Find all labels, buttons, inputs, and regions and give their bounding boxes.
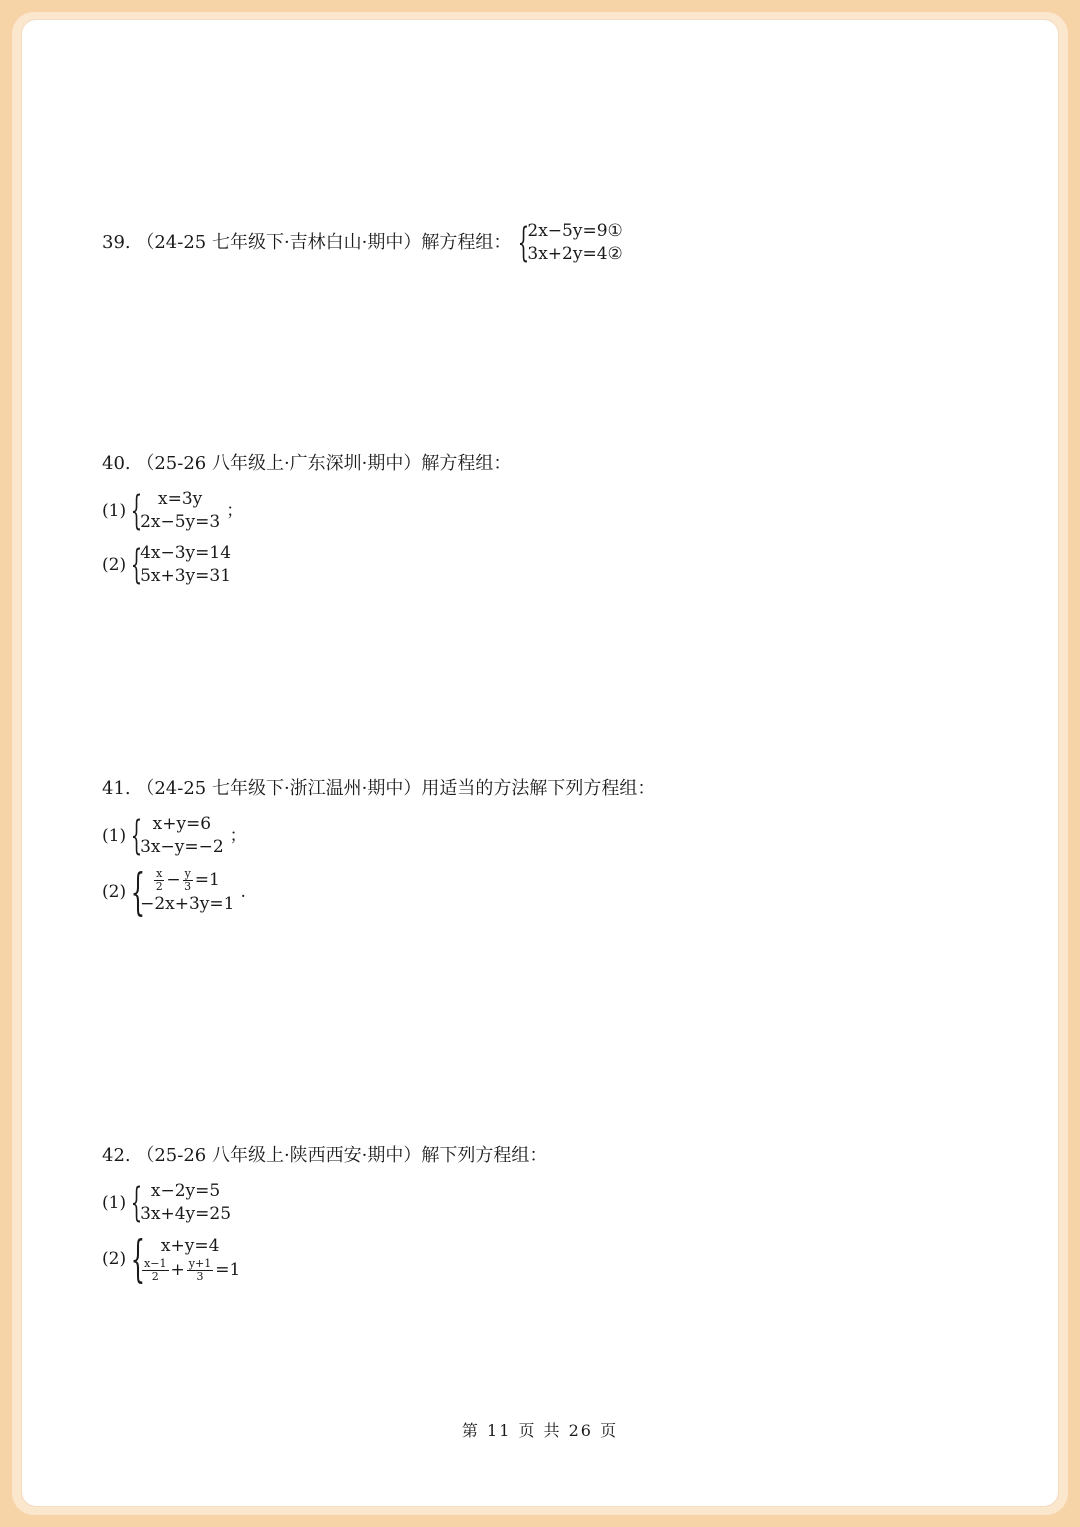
- question-42-part-2: [102, 1230, 547, 1288]
- question-39-system: [515, 220, 622, 266]
- brace-icon: {: [130, 1230, 146, 1288]
- numerator: x−1: [144, 1257, 167, 1270]
- question-40-part-1-eq1: x=3y: [158, 489, 203, 509]
- punctuation: ；: [229, 826, 247, 846]
- operator: +: [170, 1260, 185, 1280]
- question-39: [102, 220, 623, 266]
- question-42-part-1-eq1: x−2y=5: [150, 1181, 221, 1201]
- question-40: [102, 452, 511, 588]
- denominator: 3: [184, 880, 192, 893]
- brace-icon: {: [518, 220, 530, 266]
- question-41-stem: 41. （24-25 七年级下·浙江温州·期中）用适当的方法解下列方程组：: [102, 778, 656, 799]
- question-40-part-1-eq2: 2x−5y=3: [140, 512, 221, 532]
- right-hand-side: =1: [215, 1260, 241, 1280]
- denominator: 2: [151, 1270, 159, 1283]
- brace-icon: {: [130, 488, 143, 534]
- page-footer: 第 11 页 共 26 页: [461, 1421, 619, 1440]
- question-42-stem: 42. （25-26 八年级上·陕西西安·期中）解下列方程组：: [102, 1145, 548, 1166]
- part-label: (1): [102, 1193, 127, 1213]
- brace-icon: {: [130, 1180, 143, 1226]
- question-41-part-2-eq1: [140, 868, 234, 893]
- fraction: [183, 868, 193, 893]
- question-39-eq2: 3x+2y=4②: [527, 244, 623, 264]
- numerator: x: [156, 867, 163, 880]
- part-label: (1): [102, 826, 127, 846]
- denominator: 3: [196, 1270, 204, 1283]
- question-41: [102, 777, 656, 921]
- punctuation: ；: [226, 501, 244, 521]
- question-40-part-2-eq2: 5x+3y=31: [140, 566, 232, 586]
- denominator: 2: [155, 880, 163, 893]
- brace-icon: {: [130, 863, 146, 921]
- question-40-part-2: [102, 542, 511, 588]
- operator: −: [166, 870, 181, 890]
- question-41-part-1: [102, 813, 655, 859]
- question-39-eq1: 2x−5y=9①: [527, 221, 623, 241]
- fraction: [154, 868, 164, 893]
- part-label: (2): [102, 555, 127, 575]
- brace-icon: {: [130, 813, 143, 859]
- brace-icon: {: [130, 542, 143, 588]
- numerator: y: [184, 867, 191, 880]
- question-39-stem: 39. （24-25 七年级下·吉林白山·期中）解方程组：: [102, 232, 512, 253]
- punctuation: .: [240, 882, 246, 902]
- part-label: (1): [102, 501, 127, 521]
- question-42: [102, 1144, 548, 1288]
- part-label: (2): [102, 882, 127, 902]
- fraction: [187, 1258, 213, 1283]
- question-42-part-2-eq2: [140, 1258, 240, 1283]
- question-40-part-2-eq1: 4x−3y=14: [140, 543, 232, 563]
- question-40-stem: 40. （25-26 八年级上·广东深圳·期中）解方程组：: [102, 453, 512, 474]
- fraction: [142, 1258, 168, 1283]
- question-41-part-2: [102, 863, 655, 921]
- question-41-part-2-eq2: −2x+3y=1: [140, 894, 235, 914]
- question-41-part-1-eq2: 3x−y=−2: [140, 837, 224, 857]
- numerator: y+1: [188, 1257, 212, 1270]
- question-42-part-1-eq2: 3x+4y=25: [140, 1204, 232, 1224]
- question-41-part-1-eq1: x+y=6: [152, 814, 212, 834]
- question-42-part-1: [102, 1180, 547, 1226]
- question-42-part-2-eq1: x+y=4: [160, 1236, 220, 1256]
- question-40-part-1: [102, 488, 511, 534]
- part-label: (2): [102, 1249, 127, 1269]
- right-hand-side: =1: [194, 870, 220, 890]
